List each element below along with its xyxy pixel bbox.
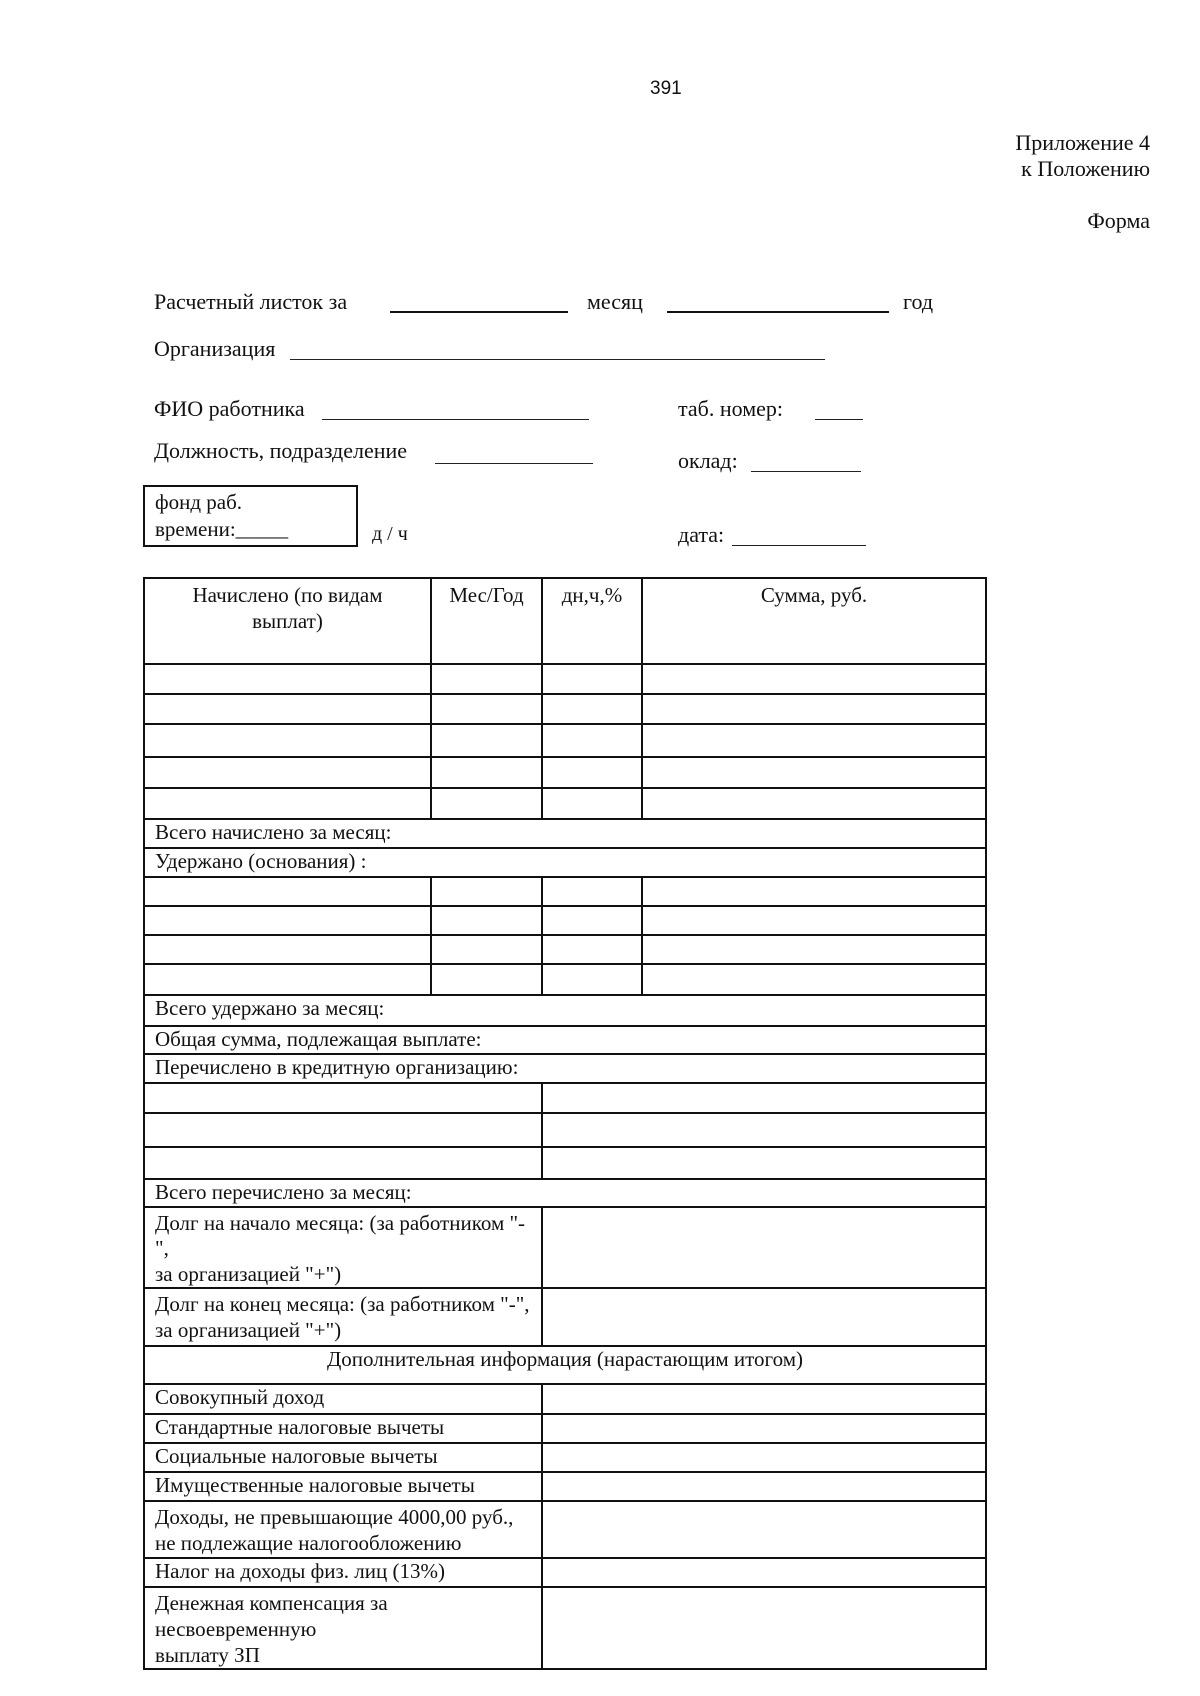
year-blank[interactable] bbox=[667, 311, 889, 313]
cell[interactable] bbox=[144, 1113, 542, 1147]
cell[interactable] bbox=[542, 694, 642, 724]
standard-deductions-label: Стандартные налоговые вычеты bbox=[144, 1414, 542, 1443]
property-deductions-value[interactable] bbox=[542, 1472, 986, 1501]
social-deductions-label: Социальные налоговые вычеты bbox=[144, 1443, 542, 1472]
accrued-row bbox=[144, 694, 986, 724]
cell[interactable] bbox=[642, 877, 986, 906]
cell[interactable] bbox=[144, 1083, 542, 1113]
cell[interactable] bbox=[431, 694, 542, 724]
cell[interactable] bbox=[542, 964, 642, 995]
accrued-row bbox=[144, 788, 986, 819]
employee-name-blank[interactable] bbox=[322, 419, 589, 420]
total-payable-row: Общая сумма, подлежащая выплате: bbox=[144, 1026, 986, 1054]
cell[interactable] bbox=[431, 724, 542, 757]
late-compensation-row bbox=[144, 1587, 986, 1669]
late-compensation-line-2: выплату ЗП bbox=[155, 1642, 260, 1667]
working-time-fund-box bbox=[143, 485, 358, 547]
days-hours-label: д / ч bbox=[372, 523, 408, 545]
cell[interactable] bbox=[642, 694, 986, 724]
transfer-item-row bbox=[144, 1147, 986, 1179]
employee-name-label: ФИО работника bbox=[154, 396, 305, 421]
debt-start-row bbox=[144, 1207, 986, 1289]
property-deductions-label: Имущественные налоговые вычеты bbox=[144, 1472, 542, 1501]
cell[interactable] bbox=[144, 1147, 542, 1179]
cell[interactable] bbox=[542, 877, 642, 906]
cell[interactable] bbox=[144, 935, 431, 964]
cell[interactable] bbox=[431, 788, 542, 819]
debt-start-label bbox=[144, 1207, 542, 1289]
position-label: Должность, подразделение bbox=[154, 438, 408, 463]
appendix-label: Приложение 4 bbox=[1015, 130, 1150, 155]
cell[interactable] bbox=[542, 724, 642, 757]
cell[interactable] bbox=[144, 694, 431, 724]
exempt-income-line-1: Доходы, не превышающие 4000,00 руб., bbox=[155, 1505, 514, 1530]
organization-label: Организация bbox=[154, 336, 276, 361]
position-blank[interactable] bbox=[435, 463, 593, 464]
cell[interactable] bbox=[542, 757, 642, 788]
accrued-row bbox=[144, 664, 986, 694]
social-deductions-value[interactable] bbox=[542, 1443, 986, 1472]
organization-blank[interactable] bbox=[290, 359, 825, 360]
cell[interactable] bbox=[144, 906, 431, 935]
cumulative-income-value[interactable] bbox=[542, 1384, 986, 1414]
date-label: дата: bbox=[678, 522, 725, 547]
table-header-row bbox=[144, 578, 986, 664]
page-number: 391 bbox=[650, 78, 682, 99]
cell[interactable] bbox=[542, 788, 642, 819]
cumulative-income-row bbox=[144, 1384, 986, 1414]
income-tax-value[interactable] bbox=[542, 1558, 986, 1587]
cell[interactable] bbox=[144, 964, 431, 995]
cell[interactable] bbox=[144, 877, 431, 906]
property-deductions-row bbox=[144, 1472, 986, 1501]
transferred-row: Перечислено в кредитную организацию: bbox=[144, 1054, 986, 1083]
exempt-income-label bbox=[144, 1501, 542, 1558]
cell[interactable] bbox=[431, 935, 542, 964]
salary-blank[interactable] bbox=[751, 471, 861, 472]
late-compensation-line-1: Денежная компенсация за несвоевременную bbox=[155, 1591, 388, 1642]
cell[interactable] bbox=[144, 788, 431, 819]
payslip-table bbox=[143, 577, 987, 1670]
month-label: месяц bbox=[587, 289, 643, 314]
income-tax-label: Налог на доходы физ. лиц (13%) bbox=[144, 1558, 542, 1587]
tab-number-blank[interactable] bbox=[815, 419, 863, 420]
late-compensation-label bbox=[144, 1587, 542, 1669]
withheld-item-row bbox=[144, 906, 986, 935]
cell[interactable] bbox=[542, 935, 642, 964]
debt-end-row bbox=[144, 1288, 986, 1346]
cell[interactable] bbox=[144, 664, 431, 694]
cell[interactable] bbox=[642, 664, 986, 694]
late-compensation-value[interactable] bbox=[542, 1587, 986, 1669]
tab-number-label: таб. номер: bbox=[678, 396, 783, 421]
header-month-year: Мес/Год bbox=[431, 578, 542, 664]
year-label: год bbox=[903, 289, 934, 314]
cell[interactable] bbox=[542, 1113, 986, 1147]
cell[interactable] bbox=[542, 664, 642, 694]
debt-start-line-2: за организацией "+") bbox=[155, 1261, 342, 1286]
cell[interactable] bbox=[144, 757, 431, 788]
cell[interactable] bbox=[542, 1147, 986, 1179]
cell[interactable] bbox=[642, 724, 986, 757]
transfer-item-row bbox=[144, 1113, 986, 1147]
fund-line-2: времени:_____ bbox=[155, 517, 289, 541]
cell[interactable] bbox=[542, 906, 642, 935]
withheld-item-row bbox=[144, 964, 986, 995]
total-transferred-row: Всего перечислено за месяц: bbox=[144, 1179, 986, 1207]
additional-info-header: Дополнительная информация (нарастающим итогом) bbox=[144, 1346, 986, 1384]
header-sum: Сумма, руб. bbox=[642, 578, 986, 664]
total-withheld-row: Всего удержано за месяц: bbox=[144, 995, 986, 1026]
debt-start-value[interactable] bbox=[542, 1207, 986, 1289]
withheld-item-row bbox=[144, 935, 986, 964]
cell[interactable] bbox=[542, 1083, 986, 1113]
social-deductions-row bbox=[144, 1443, 986, 1472]
cell[interactable] bbox=[642, 757, 986, 788]
income-tax-row bbox=[144, 1558, 986, 1587]
date-blank[interactable] bbox=[732, 545, 866, 546]
cell[interactable] bbox=[431, 964, 542, 995]
exempt-income-line-2: не подлежащие налогообложению bbox=[155, 1531, 462, 1556]
debt-end-line-2: за организацией "+") bbox=[155, 1318, 342, 1343]
month-blank[interactable] bbox=[390, 311, 568, 313]
debt-end-value[interactable] bbox=[542, 1288, 986, 1346]
withheld-item-row bbox=[144, 877, 986, 906]
debt-end-label bbox=[144, 1288, 542, 1346]
cell[interactable] bbox=[431, 757, 542, 788]
cell[interactable] bbox=[642, 935, 986, 964]
payslip-title: Расчетный листок за bbox=[154, 289, 348, 314]
regulation-label: к Положению bbox=[1021, 156, 1150, 181]
debt-start-line-1: Долг на начало месяца: (за работником "-", bbox=[155, 1210, 526, 1261]
fund-line-1: фонд раб. bbox=[155, 490, 243, 514]
cell[interactable] bbox=[431, 664, 542, 694]
exempt-income-row bbox=[144, 1501, 986, 1558]
cell[interactable] bbox=[642, 906, 986, 935]
header-accrued: Начислено (по видам выплат) bbox=[144, 578, 431, 664]
debt-end-line-1: Долг на конец месяца: (за работником "-", bbox=[155, 1292, 530, 1317]
cell[interactable] bbox=[642, 964, 986, 995]
header-units: дн,ч,% bbox=[542, 578, 642, 664]
total-accrued-row: Всего начислено за месяц: bbox=[144, 819, 986, 848]
form-label: Форма bbox=[1087, 208, 1150, 233]
standard-deductions-row bbox=[144, 1414, 986, 1443]
cell[interactable] bbox=[642, 788, 986, 819]
transfer-item-row bbox=[144, 1083, 986, 1113]
standard-deductions-value[interactable] bbox=[542, 1414, 986, 1443]
cell[interactable] bbox=[144, 724, 431, 757]
exempt-income-value[interactable] bbox=[542, 1501, 986, 1558]
accrued-row bbox=[144, 757, 986, 788]
salary-label: оклад: bbox=[678, 448, 738, 473]
cell[interactable] bbox=[431, 877, 542, 906]
accrued-row bbox=[144, 724, 986, 757]
cumulative-income-label: Совокупный доход bbox=[144, 1384, 542, 1414]
cell[interactable] bbox=[431, 906, 542, 935]
withheld-row: Удержано (основания) : bbox=[144, 848, 986, 877]
